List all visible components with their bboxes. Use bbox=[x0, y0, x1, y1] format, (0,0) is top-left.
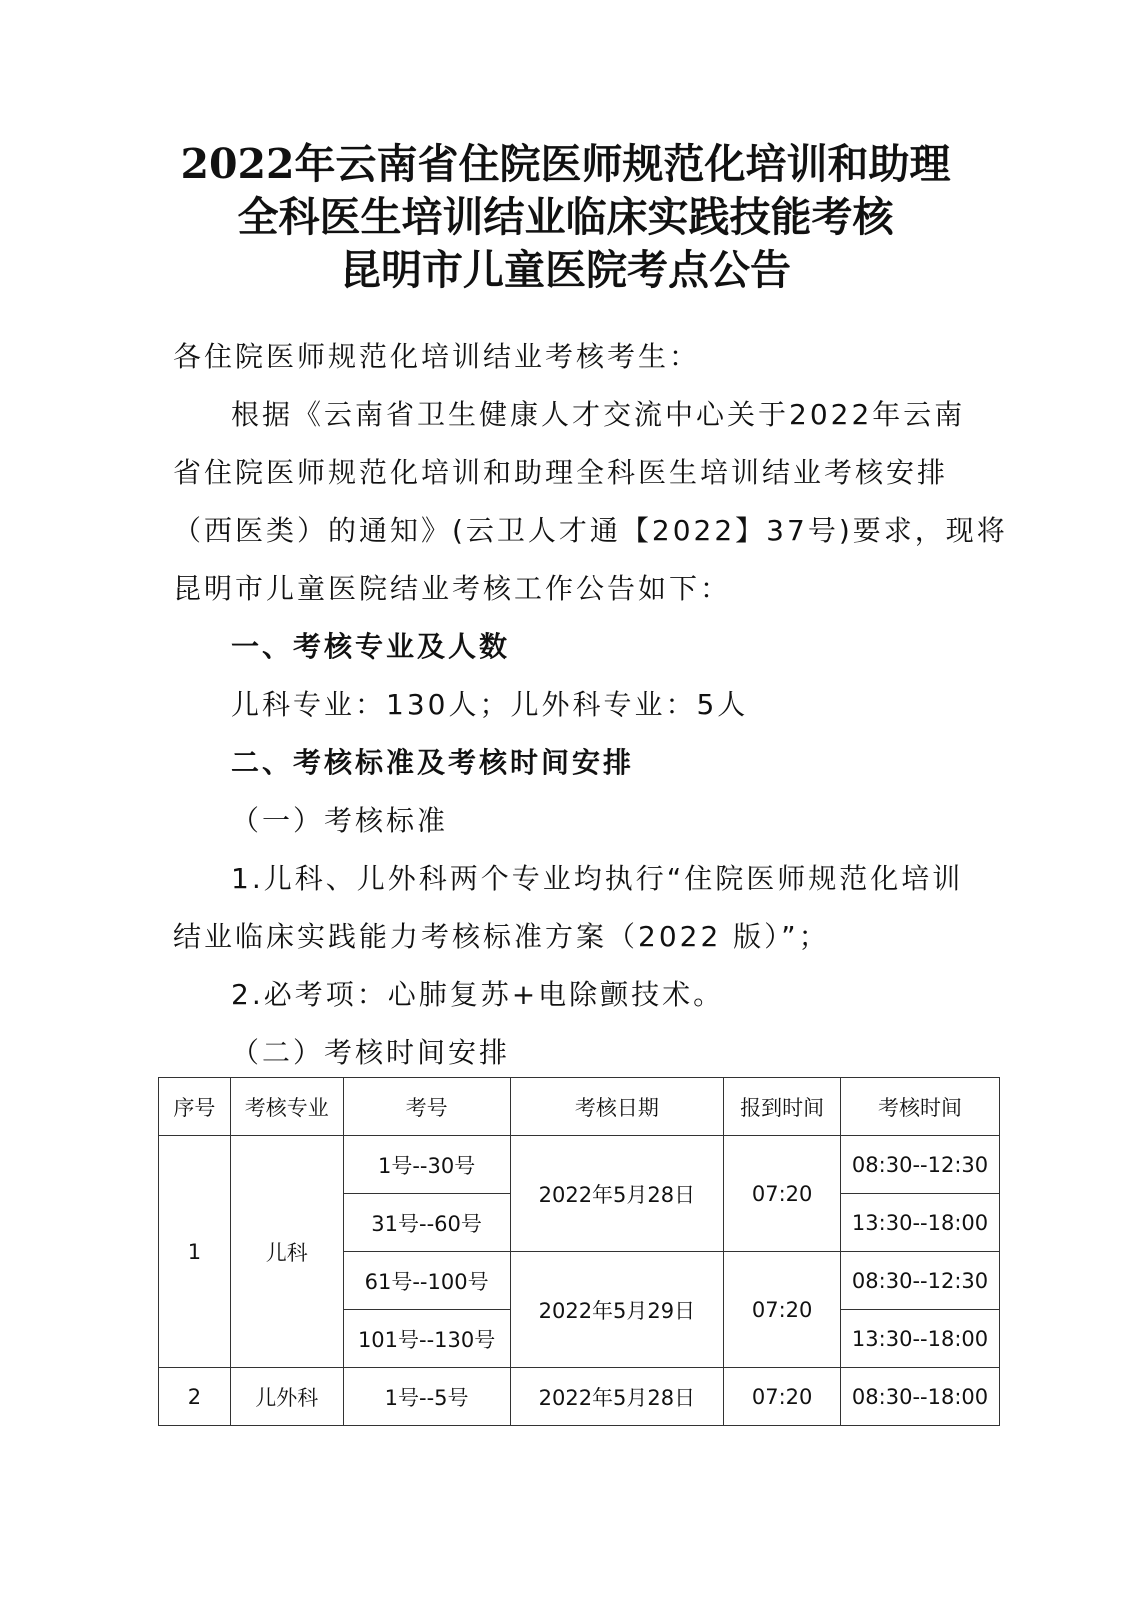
cell-exam-date: 2022年5月28日 bbox=[510, 1368, 724, 1426]
header-exam-date: 考核日期 bbox=[510, 1078, 724, 1136]
standard-item-1b: 结业临床实践能力考核标准方案（2022 版）”； bbox=[173, 920, 830, 953]
intro-line-3: （西医类）的通知》(云卫人才通【2022】37号)要求，现将 bbox=[173, 514, 1008, 547]
cell-seq: 2 bbox=[159, 1368, 231, 1426]
salutation: 各住院医师规范化培训结业考核考生： bbox=[173, 340, 701, 373]
cell-exam-number: 61号--100号 bbox=[343, 1252, 510, 1310]
table-row bbox=[159, 1368, 1000, 1426]
cell-exam-date: 2022年5月29日 bbox=[510, 1252, 724, 1368]
cell-exam-number: 101号--130号 bbox=[343, 1310, 510, 1368]
header-seq: 序号 bbox=[159, 1078, 231, 1136]
title-line-2: 全科医生培训结业临床实践技能考核 bbox=[237, 193, 894, 241]
standard-item-1a: 1.儿科、儿外科两个专业均执行“住院医师规范化培训 bbox=[231, 862, 964, 895]
cell-exam-time: 08:30--12:30 bbox=[841, 1252, 1000, 1310]
cell-exam-time: 13:30--18:00 bbox=[841, 1194, 1000, 1252]
cell-major: 儿外科 bbox=[230, 1368, 343, 1426]
cell-checkin-time: 07:20 bbox=[724, 1368, 841, 1426]
cell-exam-number: 31号--60号 bbox=[343, 1194, 510, 1252]
table-header-row bbox=[159, 1078, 1000, 1136]
cell-exam-time: 13:30--18:00 bbox=[841, 1310, 1000, 1368]
cell-exam-date: 2022年5月28日 bbox=[510, 1136, 724, 1252]
subsection-heading-2: （二）考核时间安排 bbox=[231, 1036, 511, 1069]
intro-line-1: 根据《云南省卫生健康人才交流中心关于2022年云南 bbox=[231, 398, 966, 431]
header-major: 考核专业 bbox=[230, 1078, 343, 1136]
title-line-1: 2022年云南省住院医师规范化培训和助理 bbox=[180, 140, 951, 188]
cell-checkin-time: 07:20 bbox=[724, 1252, 841, 1368]
intro-line-2: 省住院医师规范化培训和助理全科医生培训结业考核安排 bbox=[173, 456, 949, 489]
cell-exam-number: 1号--30号 bbox=[343, 1136, 510, 1194]
cell-exam-time: 08:30--18:00 bbox=[841, 1368, 1000, 1426]
table-row bbox=[159, 1136, 1000, 1194]
document-title bbox=[0, 138, 1131, 297]
intro-line-4: 昆明市儿童医院结业考核工作公告如下： bbox=[173, 572, 732, 605]
header-exam-time: 考核时间 bbox=[841, 1078, 1000, 1136]
cell-seq: 1 bbox=[159, 1136, 231, 1368]
cell-major: 儿科 bbox=[230, 1136, 343, 1368]
title-line-3: 昆明市儿童医院考点公告 bbox=[340, 246, 791, 294]
subsection-heading-1: （一）考核标准 bbox=[231, 804, 449, 837]
document-body bbox=[173, 328, 1008, 1082]
cell-exam-time: 08:30--12:30 bbox=[841, 1136, 1000, 1194]
section-heading-2: 二、考核标准及考核时间安排 bbox=[231, 746, 635, 779]
schedule-table bbox=[158, 1077, 1000, 1426]
header-exam-number: 考号 bbox=[343, 1078, 510, 1136]
cell-checkin-time: 07:20 bbox=[724, 1136, 841, 1252]
standard-item-2: 2.必考项：心肺复苏+电除颤技术。 bbox=[231, 978, 725, 1011]
exam-counts: 儿科专业：130人；儿外科专业：5人 bbox=[231, 688, 749, 721]
section-heading-1: 一、考核专业及人数 bbox=[231, 630, 511, 663]
cell-exam-number: 1号--5号 bbox=[343, 1368, 510, 1426]
header-checkin-time: 报到时间 bbox=[724, 1078, 841, 1136]
